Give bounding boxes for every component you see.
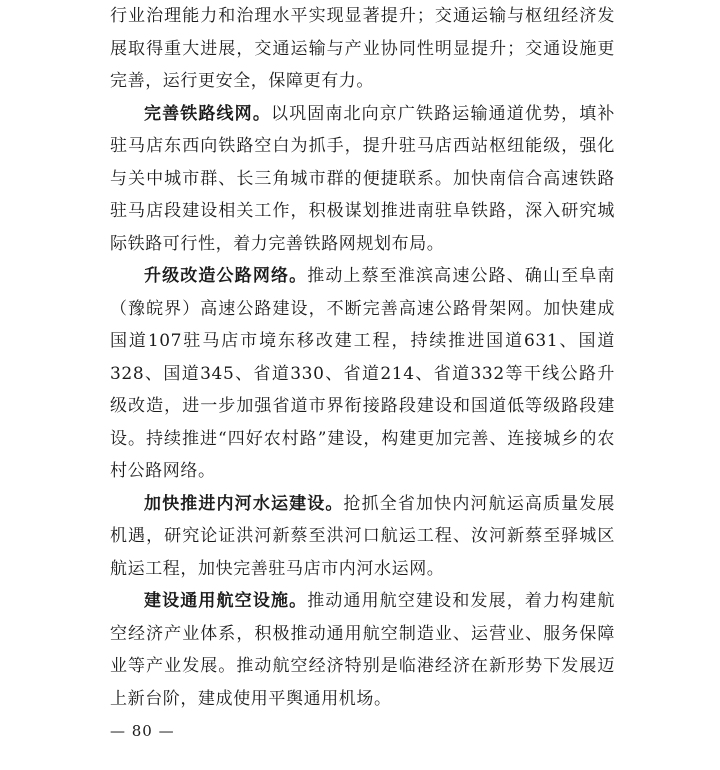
paragraph-text: 以巩固南北向京广铁路运输通道优势，填补驻马店东西向铁路空白为抓手，提升驻马店西站枢纽能级，强化与关中城市群、长三角城市群的便捷联系。加快南信合高速铁路驻马店段建设相关工作，积极谋划推进南驻阜铁路，深入研究城际铁路可行性，着力完善铁路网规划布局。 bbox=[110, 103, 615, 254]
paragraph-waterway bbox=[110, 488, 615, 586]
paragraph-text: 抢抓全省加快内河航运高质量发展机遇，研究论证洪河新蔡至洪河口航运工程、汝河新蔡至驿城区航运工程，加快完善驻马店市内河水运网。 bbox=[110, 493, 615, 579]
paragraph-text: 行业治理能力和治理水平实现显著提升；交通运输与枢纽经济发展取得重大进展，交通运输与产业协同性明显提升；交通设施更完善，运行更安全，保障更有力。 bbox=[110, 6, 615, 91]
paragraph-text: 推动通用航空建设和发展，着力构建航空经济产业体系，积极推动通用航空制造业、运营业、服务保障业等产业发展。推动航空经济特别是临港经济在新形势下发展迈上新台阶，建成使用平舆通用机场。 bbox=[110, 591, 616, 709]
document-body bbox=[110, 0, 615, 715]
paragraph-heading: 建设通用航空设施。 bbox=[144, 591, 308, 611]
paragraph-text: 推动上蔡至淮滨高速公路、确山至阜南（豫皖界）高速公路建设，不断完善高速公路骨架网。加快建成国道107驻马店市境东移改建工程，持续推进国道631、国道328、国道345、省道330、省道214、省道332等干线公路升级改造，进一步加强省道市界衔接路段建设和国道低等级路段建设。持续推进“四好农村路”建设，构建更加完善、连接城乡的农村公路网络。 bbox=[110, 266, 616, 481]
paragraph-highway bbox=[110, 260, 615, 488]
paragraph-aviation bbox=[110, 585, 615, 715]
paragraph-heading: 完善铁路线网。 bbox=[144, 103, 271, 124]
paragraph-intro bbox=[110, 0, 615, 98]
paragraph-railway bbox=[110, 98, 615, 261]
paragraph-heading: 升级改造公路网络。 bbox=[144, 266, 308, 286]
page-number: — 80 — bbox=[110, 722, 175, 740]
paragraph-heading: 加快推进内河水运建设。 bbox=[144, 493, 344, 514]
